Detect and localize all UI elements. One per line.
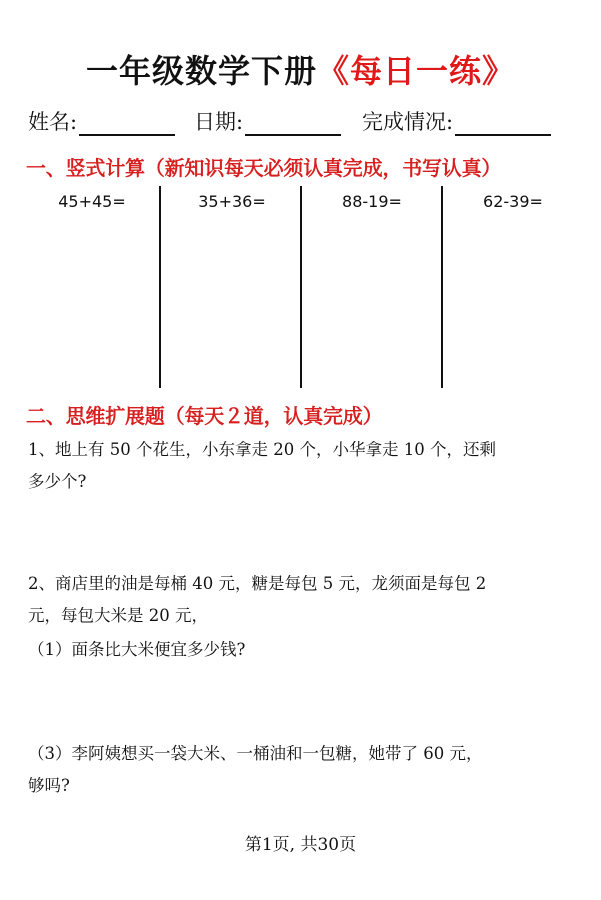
problem-3: 88-19= xyxy=(342,192,402,211)
title-highlight: 《每日一练》 xyxy=(317,52,516,90)
question-2 xyxy=(28,568,583,632)
status-label: 完成情况: xyxy=(362,110,454,134)
page-title xyxy=(0,46,601,92)
question-2-sub3 xyxy=(28,738,583,802)
question-2-sub1: （1）面条比大米便宜多少钱? xyxy=(28,640,246,659)
date-label: 日期: xyxy=(194,110,244,134)
page-number: 第1页, 共30页 xyxy=(244,835,357,855)
section2-heading: 二、思维扩展题（每天２道，认真完成） xyxy=(26,404,383,428)
status-blank xyxy=(455,112,551,136)
date-field xyxy=(194,106,341,136)
name-label: 姓名: xyxy=(28,110,78,134)
question-1-line1: 1、地上有 50 个花生，小东拿走 20 个，小华拿走 10 个，还剩 xyxy=(28,440,496,459)
column-divider xyxy=(159,186,161,388)
section1-heading: 一、竖式计算（新知识每天必须认真完成，书写认真） xyxy=(26,156,502,180)
name-field xyxy=(28,106,175,136)
question-2-line2: 元，每包大米是 20 元， xyxy=(28,606,208,625)
status-field xyxy=(362,106,551,136)
column-divider xyxy=(300,186,302,388)
problem-2: 35+36= xyxy=(198,192,266,211)
question-2-sub3-line2: 够吗? xyxy=(28,776,70,795)
date-blank xyxy=(245,112,341,136)
title-main: 一年级数学下册 xyxy=(85,52,317,90)
problem-4: 62-39= xyxy=(483,192,543,211)
question-2-line1: 2、商店里的油是每桶 40 元，糖是每包 5 元，龙须面是每包 2 xyxy=(28,574,487,593)
student-info-row xyxy=(28,106,573,136)
question-1-line2: 多少个? xyxy=(28,472,87,491)
question-2-sub3-line1: （3）李阿姨想买一袋大米、一桶油和一包糖，她带了 60 元， xyxy=(28,744,483,763)
column-divider xyxy=(441,186,443,388)
problem-1: 45+45= xyxy=(58,192,126,211)
name-blank xyxy=(79,112,175,136)
question-1 xyxy=(28,434,583,498)
